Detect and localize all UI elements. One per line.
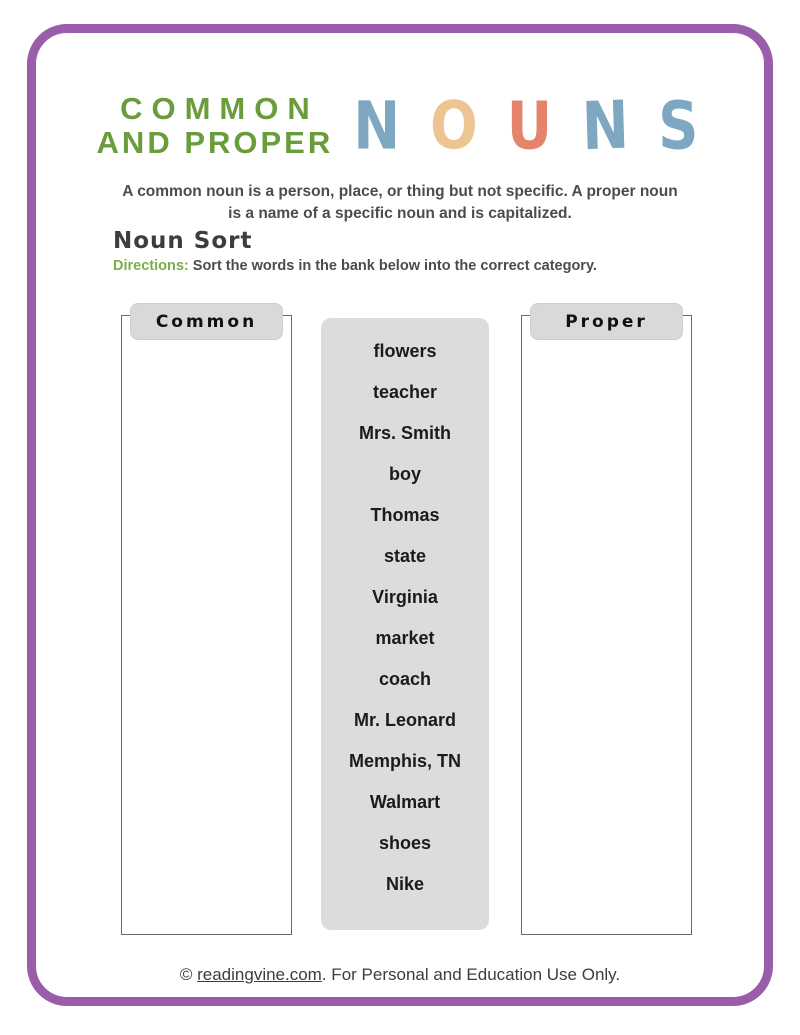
word-bank-item: boy: [388, 464, 421, 484]
nouns-letter-s: S: [658, 87, 704, 165]
word-bank-item: Thomas: [370, 505, 440, 525]
worksheet-title: [0, 86, 800, 166]
description-line-1: A common noun is a person, place, or thing but not specific. A proper noun: [122, 183, 678, 200]
proper-column-header: [530, 303, 683, 340]
title-line-1: COMMON: [120, 91, 319, 126]
word-bank-item: Mrs. Smith: [358, 423, 451, 443]
word-bank-item: shoes: [378, 833, 432, 853]
word-bank-item: state: [383, 546, 427, 566]
description-line-2: is a name of a specific noun and is capitalized.: [228, 204, 572, 222]
directions-text: Sort the words in the bank below into the correct category.: [192, 258, 597, 274]
nouns-letter-o: O: [428, 86, 484, 166]
proper-column-label: Proper: [565, 311, 648, 332]
footer-prefix: ©: [179, 965, 198, 984]
word-bank-item: Memphis, TN: [348, 751, 461, 771]
common-drop-box: [121, 315, 292, 935]
title-line-2: AND PROPER: [96, 125, 334, 160]
word-bank-item: teacher: [372, 382, 438, 402]
footer-copyright: [0, 965, 800, 985]
title-common-and-proper: [97, 92, 334, 160]
word-bank-item: Nike: [385, 874, 425, 894]
word-bank-item: market: [375, 628, 435, 648]
footer-suffix: . For Personal and Education Use Only.: [321, 965, 621, 984]
word-bank-item: flowers: [373, 341, 437, 361]
word-bank-item: Virginia: [372, 587, 438, 607]
nouns-letter-n1: N: [353, 87, 406, 165]
word-bank-item: coach: [378, 669, 432, 689]
activity-heading: Noun Sort: [113, 228, 253, 254]
nouns-letter-u: U: [506, 87, 558, 165]
worksheet-description: [0, 181, 800, 224]
nouns-letter-n2: N: [580, 86, 635, 166]
common-column-label: Common: [155, 311, 258, 332]
word-bank-item: Mr. Leonard: [353, 710, 456, 730]
readingvine-link[interactable]: readingvine.com: [197, 965, 322, 984]
common-column-header: [130, 303, 283, 340]
title-nouns-word: [353, 88, 703, 165]
directions-label: Directions:: [113, 258, 189, 274]
word-bank-item: Walmart: [369, 792, 441, 812]
directions-line: [113, 258, 597, 274]
proper-drop-box: [521, 315, 692, 935]
word-bank: [321, 318, 489, 930]
